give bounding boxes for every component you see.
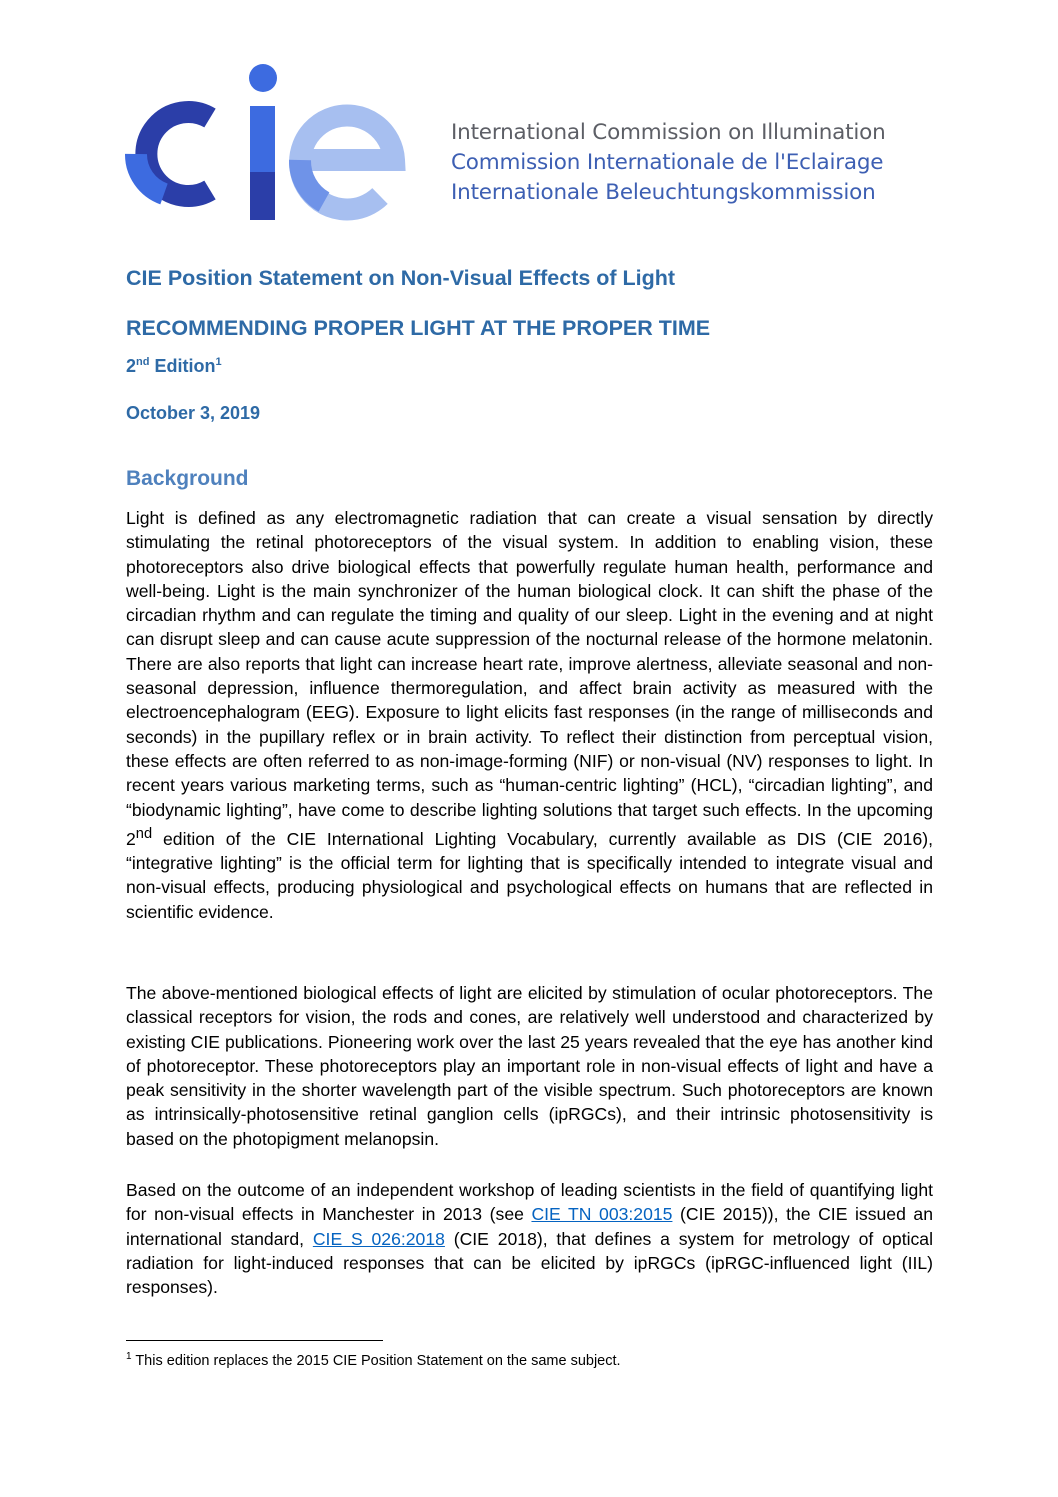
- paragraph-3-part-a: Based on the outcome of an independent workshop of leading scientists in the field of quantifying light for non-visual effects in Manchester in 2013 (see: [126, 1180, 933, 1225]
- edition-ordinal: nd: [136, 356, 150, 368]
- cie-logo-graphic: [124, 62, 410, 222]
- paragraph-3-part-c: (CIE 2018), that defines a system for metrology of optical radiation for light-induced responses that can be elicited by ipRGCs (ipRGC-influenced light (IIL) responses).: [126, 1228, 933, 1298]
- section-heading-background: Background: [126, 467, 249, 490]
- edition-line: [126, 356, 222, 377]
- paragraph-1: [126, 506, 933, 924]
- link-cie-s-026-2018[interactable]: CIE S 026:2018: [312, 1228, 445, 1249]
- paragraph-3: [126, 1178, 933, 1299]
- cie-logo: [124, 62, 410, 222]
- edition-word: Edition: [149, 356, 216, 376]
- edition-number: 2: [126, 356, 137, 376]
- organization-names: [451, 118, 886, 208]
- document-subtitle: RECOMMENDING PROPER LIGHT AT THE PROPER TIME: [126, 316, 711, 340]
- link-cie-tn-003-2015[interactable]: CIE TN 003:2015: [531, 1204, 673, 1225]
- org-name-german: Internationale Beleuchtungskommission: [451, 180, 876, 205]
- org-name-french: Commission Internationale de l'Eclairage: [451, 150, 884, 175]
- document-date: October 3, 2019: [126, 403, 261, 423]
- org-name-english: International Commission on Illumination: [451, 120, 886, 145]
- logo-letter-i-shade: [250, 172, 275, 220]
- paragraph-2: The above-mentioned biological effects of light are elicited by stimulation of ocular photoreceptors. The classical receptors for vision, the rods and cones, are relatively well understood and characterized by existing CIE publications. Pioneering work over the last 25 years revealed that the eye has another kind of photoreceptor. These photoreceptors play an important role in non-visual effects of light and have a peak sensitivity in the shorter wavelength part of the visible spectrum. Such photoreceptors are known as intrinsically-photosensitive retinal ganglion cells (ipRGCs), and their intrinsic photosensitivity is based on the photopigment melanopsin.: [126, 983, 933, 1149]
- edition-footnote-ref[interactable]: 1: [215, 356, 222, 368]
- paragraph-1-part-a: Light is defined as any electromagnetic radiation that can create a visual sensation by directly stimulating the retinal photoreceptors of the visual system. In addition to enabling vision, these photoreceptors also drive biological effects that powerfully regulate human health, performance and well-being. Light is the main synchronizer of the human biological clock. It can shift the phase of the circadian rhythm and can regulate the timing and quality of our sleep. Light in the evening and at night can disrupt sleep and can cause acute suppression of the nocturnal release of the hormone melatonin. There are also reports that light can increase heart rate, improve alertness, alleviate seasonal and non-seasonal depression, influence thermoregulation, and affect brain activity as measured with the electroencephalogram (EEG). Exposure to light elicits fast responses (in the range of milliseconds and seconds) in the pupillary reflex or in brain activity. To reflect their distinction from perceptual vision, these effects are often referred to as non-image-forming (NIF) or non-visual (NV) responses to light. In recent years various marketing terms, such as “human-centric lighting” (HCL), “circadian lighting”, and “biodynamic lighting”, have come to describe lighting solutions that target such effects. In the upcoming 2: [126, 508, 933, 849]
- document-title: CIE Position Statement on Non-Visual Effects of Light: [126, 266, 676, 290]
- logo-letter-i-dot: [249, 64, 277, 92]
- footnote-text: This edition replaces the 2015 CIE Position Statement on the same subject.: [131, 1352, 621, 1369]
- footnote: [126, 1351, 621, 1369]
- footnote-separator: [126, 1340, 383, 1341]
- footnote-marker: 1: [126, 1351, 132, 1362]
- paragraph-1-part-b: edition of the CIE International Lighting Vocabulary, currently available as DIS (CIE 2016), “integrative lighting” is the official term for lighting that is specifically intended to integrate visual and non-visual effects, producing physiological and psychological effects on humans that are reflected in scientific evidence.: [126, 828, 933, 922]
- paragraph-1-ordinal: nd: [135, 825, 153, 842]
- paragraph-3-part-b: (CIE 2015)), the CIE issued an international standard,: [126, 1204, 933, 1249]
